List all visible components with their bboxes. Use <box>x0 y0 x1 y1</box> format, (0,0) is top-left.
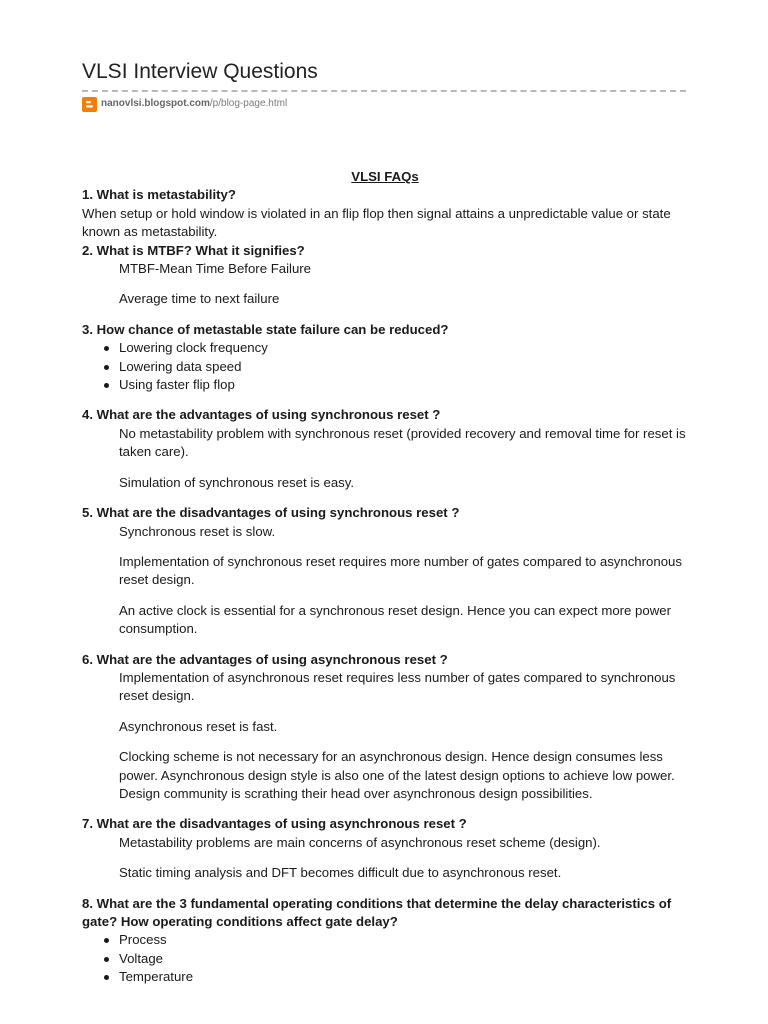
answer-5-para-1: Synchronous reset is slow. <box>119 523 276 539</box>
question-1: 1. What is metastability? <box>82 187 236 203</box>
document-body <box>82 166 688 987</box>
answer-3-list <box>82 339 688 394</box>
question-6: 6. What are the advantages of using asynchronous reset ? <box>82 651 448 667</box>
answer-5-para-3: An active clock is essential for a synchronous reset design. Hence you can expect more power consumption. <box>119 602 671 637</box>
title-divider <box>82 90 686 92</box>
answer-4-para-1: No metastability problem with synchronous reset (provided recovery and removal time for reset is taken care). <box>119 425 686 460</box>
question-2: 2. What is MTBF? What it signifies? <box>82 242 305 258</box>
question-7: 7. What are the disadvantages of using asynchronous reset ? <box>82 816 467 832</box>
question-8: 8. What are the 3 fundamental operating conditions that determine the delay characteristics of gate? How operating conditions affect gate delay? <box>82 895 672 929</box>
list-item: Lowering clock frequency <box>119 339 688 357</box>
question-3: 3. How chance of metastable state failure can be reduced? <box>82 321 449 337</box>
faq-heading: VLSI FAQs <box>351 169 419 184</box>
answer-2-para-1: MTBF-Mean Time Before Failure <box>119 261 312 277</box>
question-5: 5. What are the disadvantages of using synchronous reset ? <box>82 505 460 521</box>
source-domain: nanovlsi.blogspot.com <box>101 97 210 109</box>
answer-6-para-3: Clocking scheme is not necessary for an asynchronous design. Hence design consumes less power. Asynchronous design style is also one of the latest design options to achieve low power. Design community is scrathing their head over asynchronous design possibilities. <box>119 749 675 801</box>
question-4: 4. What are the advantages of using synchronous reset ? <box>82 407 441 423</box>
source-link[interactable] <box>82 96 287 112</box>
list-item: Process <box>119 931 688 949</box>
page-title: VLSI Interview Questions <box>82 60 318 83</box>
list-item: Voltage <box>119 950 688 968</box>
answer-1: When setup or hold window is violated in an flip flop then signal attains a unpredictable value or state known as metastability. <box>82 205 671 240</box>
answer-5-para-2: Implementation of synchronous reset requires more number of gates compared to asynchronous reset design. <box>119 553 682 588</box>
blogger-icon <box>82 97 97 112</box>
source-path: /p/blog-page.html <box>209 97 288 109</box>
answer-8-list <box>82 931 688 986</box>
list-item: Temperature <box>119 968 688 986</box>
answer-4-para-2: Simulation of synchronous reset is easy. <box>119 474 355 490</box>
answer-7-para-1: Metastability problems are main concerns of asynchronous reset scheme (design). <box>119 834 601 850</box>
answer-7-para-2: Static timing analysis and DFT becomes difficult due to asynchronous reset. <box>119 865 562 881</box>
answer-6-para-2: Asynchronous reset is fast. <box>119 718 278 734</box>
answer-2-para-2: Average time to next failure <box>119 291 280 307</box>
answer-6-para-1: Implementation of asynchronous reset requires less number of gates compared to synchronous reset design. <box>119 669 676 704</box>
list-item: Using faster flip flop <box>119 376 688 394</box>
list-item: Lowering data speed <box>119 358 688 376</box>
